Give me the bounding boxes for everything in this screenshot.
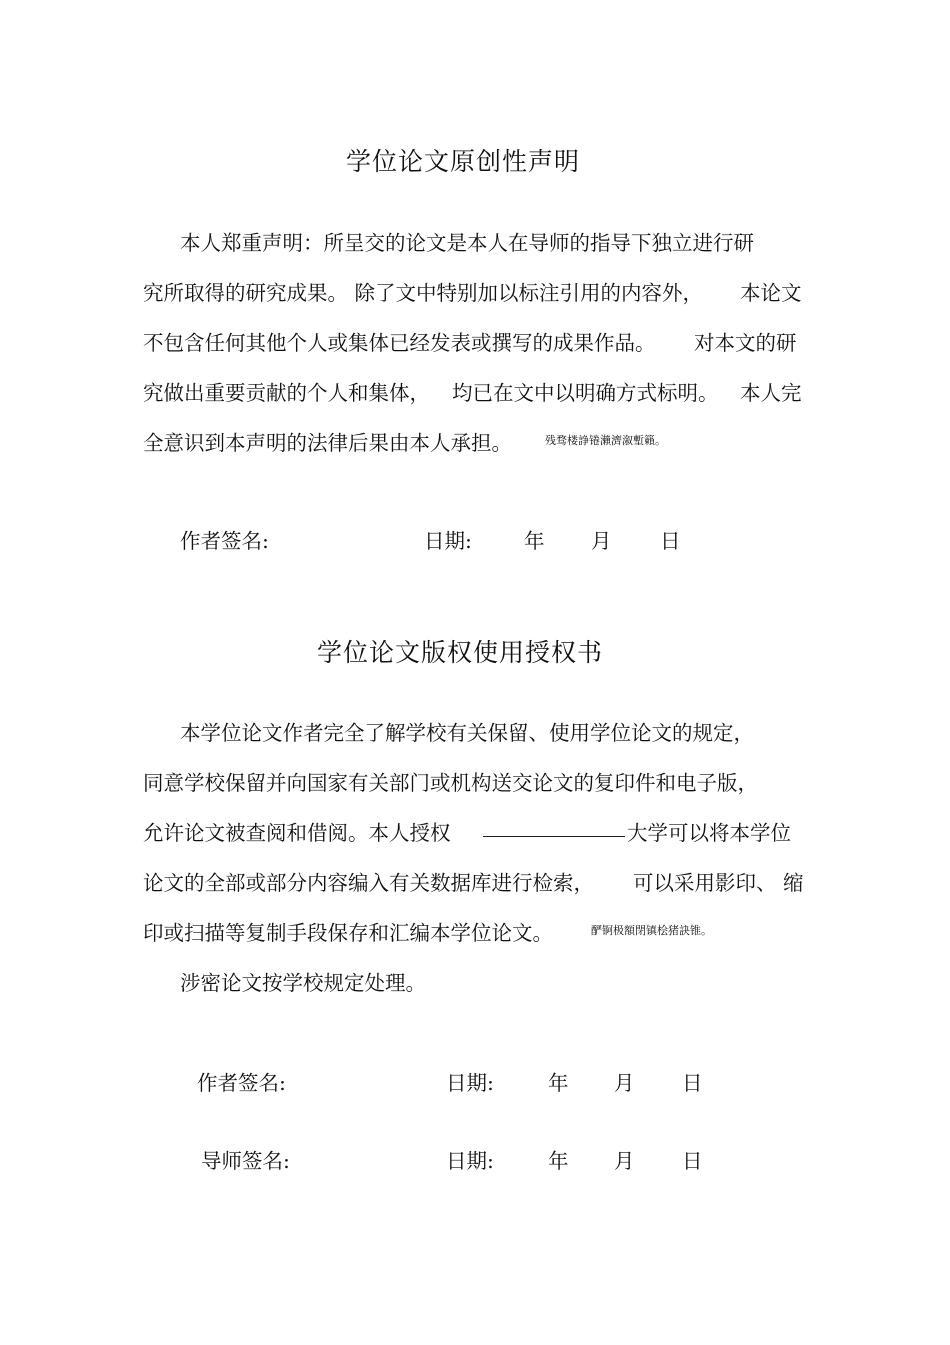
month-label-3: 月 <box>614 1149 635 1173</box>
authorization-line-6: 涉密论文按学校规定处理。 <box>180 971 426 995</box>
declaration-line-2: 究所取得的研究成果。 除了文中特别加以标注引用的内容外， <box>143 281 704 305</box>
university-blank-line <box>483 836 625 837</box>
authorization-line-4-end: 可以采用影印、 缩 <box>633 871 804 895</box>
declaration-line-4: 究做出重要贡献的个人和集体， <box>143 381 430 405</box>
date-label: 日期: <box>424 529 472 553</box>
declaration-line-5: 全意识到本声明的法律后果由本人承担。 <box>143 431 512 455</box>
year-label-2: 年 <box>548 1071 569 1095</box>
declaration-line-3-end: 对本文的研 <box>694 331 797 355</box>
year-label: 年 <box>524 529 545 553</box>
declaration-noise-text: 残骛楼諍锩瀨濟溆塹籟。 <box>545 434 666 447</box>
author-signature-label: 作者签名: <box>180 529 269 553</box>
authorization-line-5: 印或扫描等复制手段保存和汇编本学位论文。 <box>143 921 553 945</box>
authorization-line-1: 本学位论文作者完全了解学校有关保留、使用学位论文的规定， <box>180 721 754 745</box>
authorization-line-3-end: 大学可以将本学位 <box>627 821 791 845</box>
authorization-line-4: 论文的全部或部分内容编入有关数据库进行检索， <box>143 871 594 895</box>
day-label: 日 <box>660 529 681 553</box>
date-label-3: 日期: <box>446 1149 494 1173</box>
declaration-line-2-end: 本论文 <box>740 281 802 305</box>
supervisor-signature-label: 导师签名: <box>201 1149 290 1173</box>
author-signature-label-2: 作者签名: <box>197 1071 286 1095</box>
authorization-title: 学位论文版权使用授权书 <box>317 638 604 667</box>
declaration-line-4-end: 本人完 <box>740 381 802 405</box>
day-label-3: 日 <box>682 1149 703 1173</box>
declaration-title: 学位论文原创性声明 <box>346 147 581 176</box>
authorization-line-3: 允许论文被查阅和借阅。本人授权 <box>143 821 451 845</box>
day-label-2: 日 <box>682 1071 703 1095</box>
month-label: 月 <box>591 529 612 553</box>
date-label-2: 日期: <box>446 1071 494 1095</box>
authorization-line-2: 同意学校保留并向国家有关部门或机构送交论文的复印件和电子版， <box>143 771 758 795</box>
declaration-line-1: 本人郑重声明：所呈交的论文是本人在导师的指导下独立进行研 <box>180 231 754 255</box>
year-label-3: 年 <box>548 1149 569 1173</box>
authorization-noise-text: 酽锕极額閉镇桧猪訣锥。 <box>591 924 712 937</box>
month-label-2: 月 <box>614 1071 635 1095</box>
declaration-line-3: 不包含任何其他个人或集体已经发表或撰写的成果作品。 <box>143 331 656 355</box>
declaration-line-4-mid: 均已在文中以明确方式标明。 <box>452 381 719 405</box>
